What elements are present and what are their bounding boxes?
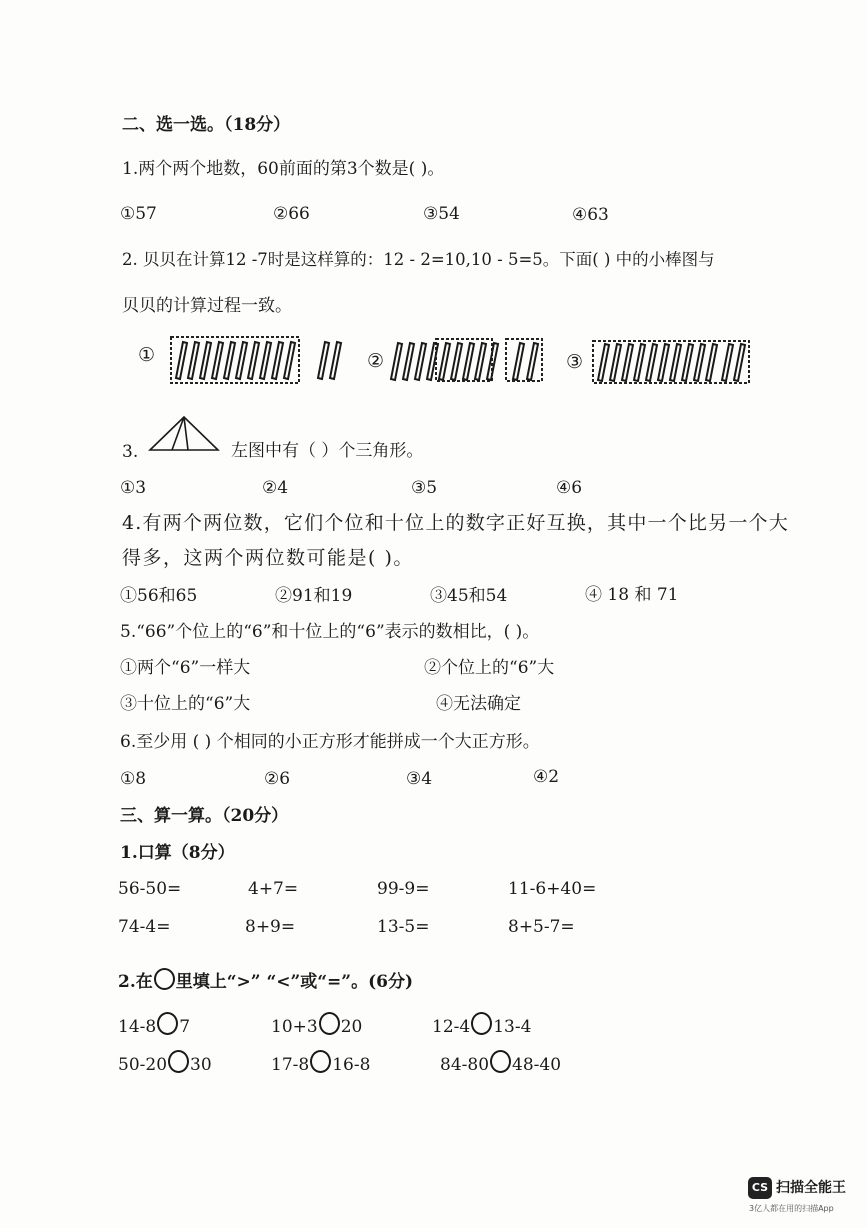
q3-option-2: ②4 — [262, 478, 289, 498]
compare-instructions-post: 里填上“>” “<”或“=”。(6分) — [175, 972, 413, 992]
compare-circle-blank[interactable] — [490, 1050, 511, 1073]
compare-4-right: 30 — [190, 1055, 212, 1075]
compare-instructions — [118, 968, 413, 991]
triangle-figure — [148, 414, 220, 454]
camscanner-logo-icon: CS — [748, 1177, 772, 1199]
compare-1-right: 7 — [179, 1017, 191, 1037]
section-3-title: 三、算一算。（20分） — [120, 806, 289, 826]
compare-1-left: 14-8 — [118, 1017, 157, 1037]
calc-row1-2: 4+7= — [248, 879, 299, 899]
stick-diagram-3 — [589, 336, 755, 388]
compare-circle-blank[interactable] — [157, 1012, 178, 1035]
q5-option-3: ③十位上的“6”大 — [120, 694, 251, 714]
compare-circle-blank[interactable] — [310, 1050, 331, 1073]
q1-option-2: ②66 — [273, 204, 310, 224]
compare-2 — [271, 1012, 362, 1036]
q4-option-2: ②91和19 — [275, 586, 353, 606]
q6-option-2: ②6 — [264, 769, 291, 789]
compare-4 — [118, 1050, 212, 1074]
compare-1 — [118, 1012, 190, 1036]
calc-row2-2: 8+9= — [245, 917, 296, 937]
compare-5 — [271, 1050, 370, 1074]
compare-3-right: 13-4 — [493, 1017, 532, 1037]
q5-option-2: ②个位上的“6”大 — [424, 658, 555, 678]
compare-2-right: 20 — [340, 1017, 363, 1037]
q6-option-1: ①8 — [120, 769, 147, 789]
compare-instructions-pre: 2.在 — [118, 972, 153, 992]
calc-row1-4: 11-6+40= — [508, 879, 597, 899]
q3-option-3: ③5 — [411, 478, 438, 498]
watermark-tagline: 3亿人都在用的扫描App — [749, 1204, 834, 1213]
q1-text: 1.两个两个地数，60前面的第3个数是( )。 — [122, 159, 445, 179]
q3-text: 左图中有（ ）个三角形。 — [231, 441, 424, 461]
compare-circle-blank[interactable] — [471, 1012, 492, 1035]
q3-option-4: ④6 — [556, 478, 583, 498]
circle-icon — [154, 968, 175, 990]
calc-row1-1: 56-50= — [118, 879, 182, 899]
stick-diagram-2 — [386, 335, 546, 387]
q6-option-3: ③4 — [406, 769, 433, 789]
calc-row1-3: 99-9= — [377, 879, 430, 899]
q1-option-4: ④63 — [572, 205, 609, 225]
compare-circle-blank[interactable] — [319, 1012, 340, 1035]
calc-row2-1: 74-4= — [118, 917, 171, 937]
q1-option-1: ①57 — [120, 204, 157, 224]
compare-5-left: 17-8 — [271, 1055, 310, 1075]
compare-6-right: 48-40 — [512, 1055, 562, 1075]
calc-row2-4: 8+5-7= — [508, 917, 575, 937]
q5-option-4: ④无法确定 — [436, 694, 521, 714]
stick-diagram-1 — [165, 332, 345, 388]
q4-option-3: ③45和54 — [430, 586, 508, 606]
compare-4-left: 50-20 — [118, 1055, 168, 1075]
q6-text: 6.至少用 ( ) 个相同的小正方形才能拼成一个大正方形。 — [120, 732, 540, 752]
q4-option-4: ④ 18 和 71 — [585, 585, 679, 605]
q5-option-1: ①两个“6”一样大 — [120, 658, 251, 678]
calc-row2-3: 13-5= — [377, 917, 430, 937]
q2-label-2: ② — [367, 350, 385, 372]
compare-3-left: 12-4 — [432, 1017, 471, 1037]
q2-label-1: ① — [138, 344, 156, 366]
section-2-title: 二、选一选。（18分） — [122, 115, 291, 135]
compare-2-left: 10+3 — [271, 1017, 318, 1037]
q2-line-2: 贝贝的计算过程一致。 — [122, 296, 292, 316]
compare-3 — [432, 1012, 531, 1036]
q4-line-1: 4.有两个两位数，它们个位和十位上的数字正好互换，其中一个比另一个大 — [122, 512, 789, 534]
q6-option-4: ④2 — [533, 767, 560, 787]
q5-text: 5.“66”个位上的“6”和十位上的“6”表示的数相比，( )。 — [120, 622, 540, 642]
compare-5-right: 16-8 — [332, 1055, 371, 1075]
mental-math-title: 1.口算（8分） — [120, 843, 235, 863]
compare-6 — [440, 1050, 561, 1074]
q4-line-2: 得多，这两个两位数可能是( )。 — [122, 547, 414, 569]
q3-number: 3. — [122, 442, 139, 462]
compare-6-left: 84-80 — [440, 1055, 490, 1075]
q2-label-3: ③ — [566, 351, 584, 373]
q2-line-1: 2. 贝贝在计算12 -7时是这样算的：12 - 2=10,10 - 5=5。下面( ) 中的小棒图与 — [122, 250, 715, 269]
watermark-name: 扫描全能王 — [776, 1180, 846, 1196]
q1-option-3: ③54 — [423, 204, 460, 224]
q3-option-1: ①3 — [120, 478, 147, 498]
q4-option-1: ①56和65 — [120, 586, 198, 606]
compare-circle-blank[interactable] — [168, 1050, 189, 1073]
